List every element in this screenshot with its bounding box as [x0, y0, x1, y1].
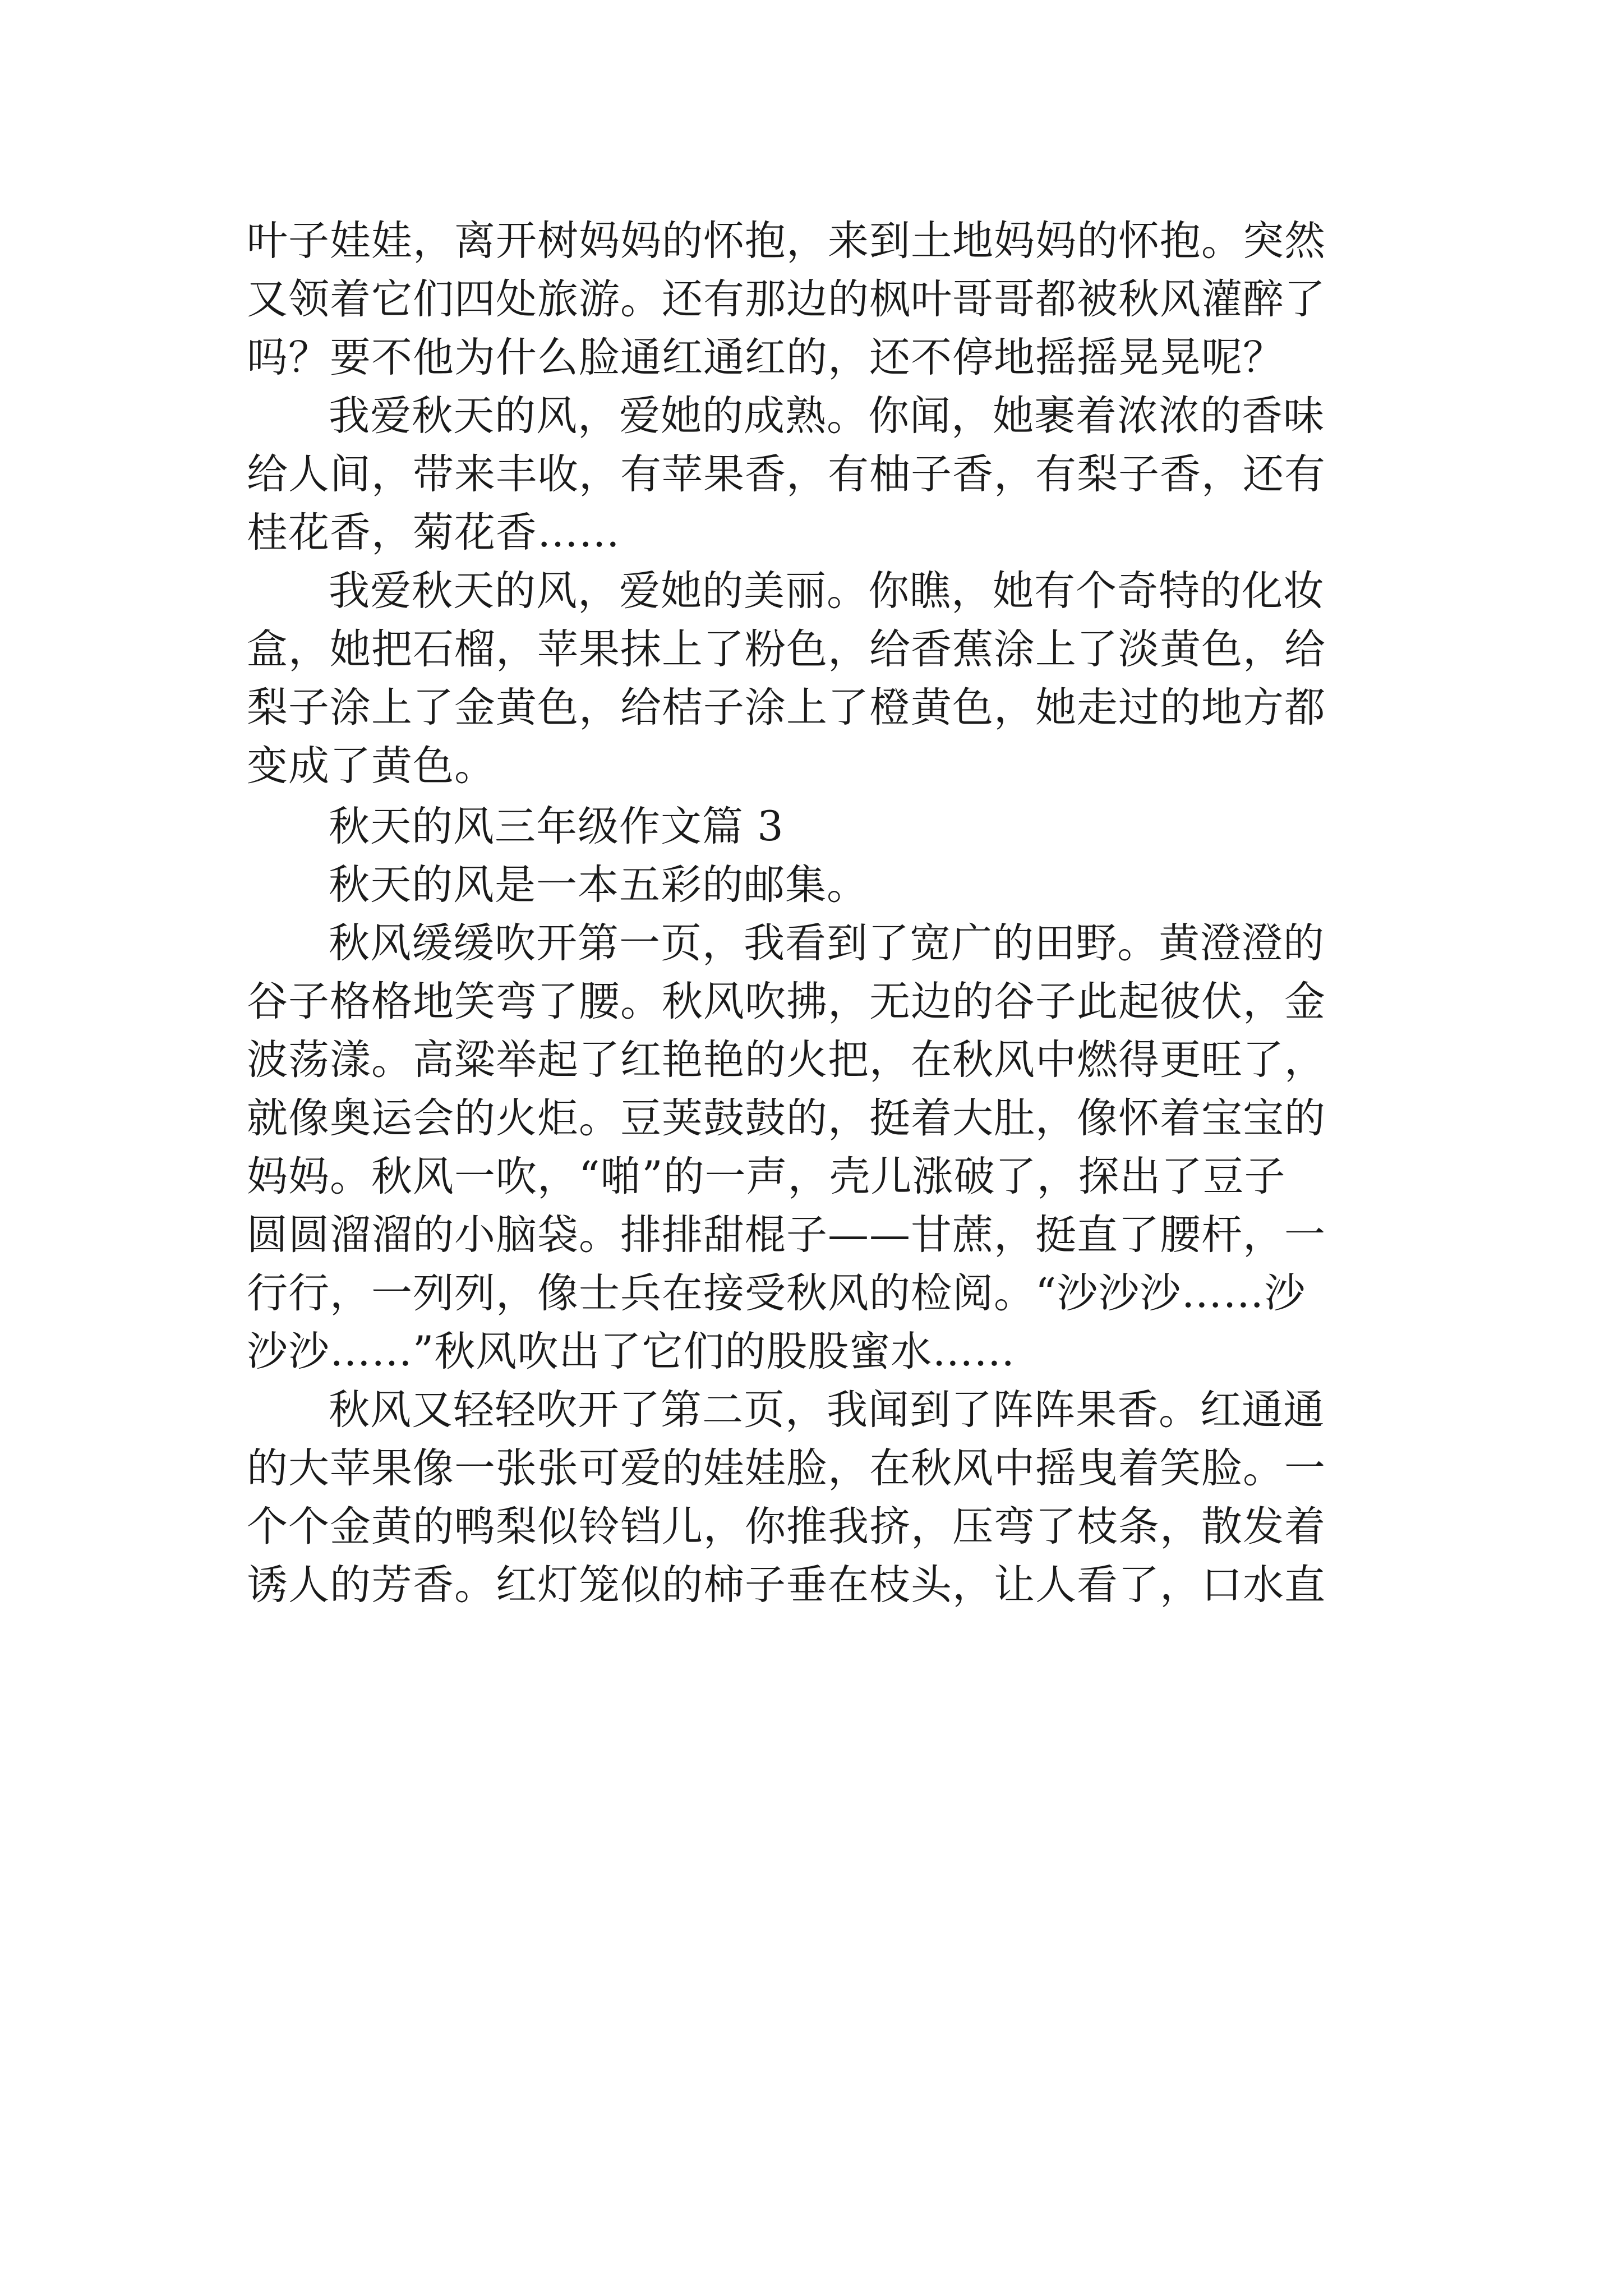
text-line: 桂花香，菊花香……: [247, 509, 620, 556]
text-line: 行行，一列列，像士兵在接受秋风的检阅。“沙沙沙……沙: [247, 1269, 1306, 1317]
text-line: 诱人的芳香。红灯笼似的柿子垂在枝头，让人看了，口水直: [247, 1561, 1326, 1609]
paragraph-first-line: 我爱秋天的风，爱她的成熟。你闻，她裹着浓浓的香味: [329, 392, 1325, 440]
text-line: 盒，她把石榴，苹果抹上了粉色，给香蕉涂上了淡黄色，给: [247, 625, 1326, 673]
text-line: 梨子涂上了金黄色，给桔子涂上了橙黄色，她走过的地方都: [247, 684, 1326, 731]
text-line: 沙沙……”秋风吹出了它们的股股蜜水……: [247, 1328, 1016, 1375]
paragraph-first-line: 秋天的风是一本五彩的邮集。: [329, 861, 868, 909]
text-line: 变成了黄色。: [247, 742, 496, 790]
paragraph-first-line: 秋风又轻轻吹开了第二页，我闻到了阵阵果香。红通通: [329, 1386, 1325, 1434]
text-line: 谷子格格地笑弯了腰。秋风吹拂，无边的谷子此起彼伏，金: [247, 978, 1326, 1025]
text-line: 又领着它们四处旅游。还有那边的枫叶哥哥都被秋风灌醉了: [247, 275, 1326, 323]
text-line: 就像奥运会的火炬。豆荚鼓鼓的，挺着大肚，像怀着宝宝的: [247, 1094, 1326, 1142]
text-line: 个个金黄的鸭梨似铃铛儿，你推我挤，压弯了枝条，散发着: [247, 1503, 1326, 1550]
text-line: 叶子娃娃，离开树妈妈的怀抱，来到土地妈妈的怀抱。突然: [247, 217, 1326, 265]
paragraph-first-line: 秋风缓缓吹开第一页，我看到了宽广的田野。黄澄澄的: [329, 919, 1325, 967]
text-line: 波荡漾。高粱举起了红艳艳的火把，在秋风中燃得更旺了，: [247, 1036, 1326, 1084]
text-line: 的大苹果像一张张可爱的娃娃脸，在秋风中摇曳着笑脸。一: [247, 1444, 1326, 1492]
document-body: [247, 212, 1385, 1614]
text-line: 妈妈。秋风一吹，“啪”的一声，壳儿涨破了，探出了豆子: [247, 1153, 1286, 1200]
text-line: 吗？要不他为什么脸通红通红的，还不停地摇摇晃晃呢？: [247, 334, 1284, 381]
paragraph-first-line: 秋天的风三年级作文篇 3: [329, 803, 784, 850]
text-line: 圆圆溜溜的小脑袋。排排甜棍子——甘蔗，挺直了腰杆，一: [247, 1211, 1326, 1259]
text-line: 给人间，带来丰收，有苹果香，有柚子香，有梨子香，还有: [247, 450, 1326, 498]
paragraph-first-line: 我爱秋天的风，爱她的美丽。你瞧，她有个奇特的化妆: [329, 567, 1325, 615]
